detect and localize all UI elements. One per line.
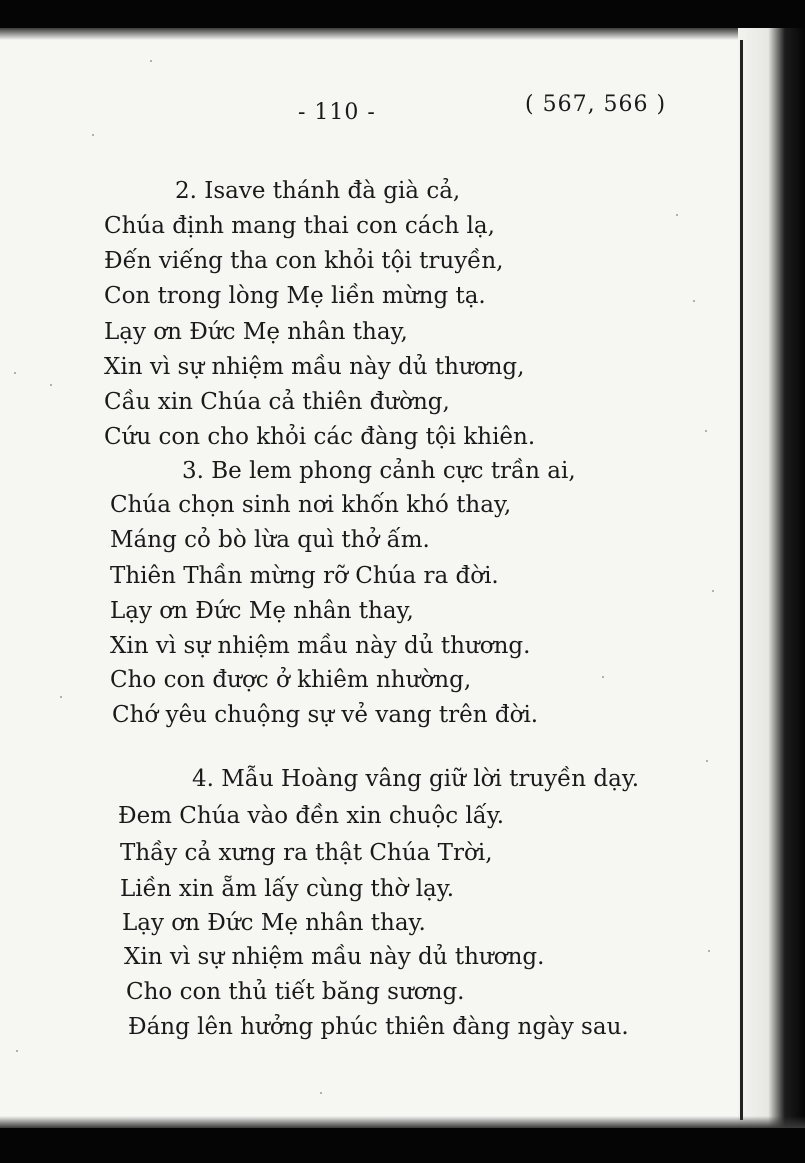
scan-border-bottom-shadow	[0, 1116, 805, 1128]
verse-line: Cầu xin Chúa cả thiên đường,	[104, 389, 450, 415]
scan-speck	[712, 590, 714, 592]
verse-line: Máng cỏ bò lừa quì thở ấm.	[110, 527, 430, 553]
verse-line: Đáng lên hưởng phúc thiên đàng ngày sau.	[128, 1014, 629, 1040]
scan-speck	[708, 950, 710, 952]
verse-line: Xin vì sự nhiệm mầu này dủ thương.	[110, 633, 531, 659]
scan-border-top-shadow	[0, 28, 805, 40]
verse-line: Thầy cả xưng ra thật Chúa Trời,	[120, 840, 493, 866]
verse-line: Xin vì sự nhiệm mầu này dủ thương.	[124, 944, 545, 970]
page-number: - 110 -	[298, 100, 376, 125]
verse-line: 4. Mẫu Hoàng vâng giữ lời truyền dạy.	[192, 766, 640, 792]
book-spine-edge	[738, 28, 805, 1128]
page-reference: ( 567, 566 )	[525, 92, 667, 117]
verse-line: Chúa định mang thai con cách lạ,	[104, 213, 495, 239]
verse-line: Cho con thủ tiết băng sương.	[126, 979, 465, 1005]
book-spine-line	[740, 40, 743, 1120]
scan-speck	[693, 300, 695, 302]
scan-speck	[706, 760, 708, 762]
verse-line: Chớ yêu chuộng sự vẻ vang trên đời.	[112, 702, 539, 728]
verse-line: Cứu con cho khỏi các đàng tội khiên.	[104, 424, 536, 450]
scan-speck	[602, 676, 604, 678]
verse-line: Đem Chúa vào đền xin chuộc lấy.	[118, 803, 505, 829]
scan-border-bottom	[0, 1128, 805, 1163]
verse-line: Con trong lòng Mẹ liền mừng tạ.	[104, 283, 486, 309]
verse-line: Chúa chọn sinh nơi khốn khó thay,	[110, 492, 512, 518]
verse-line: Lạy ơn Đức Mẹ nhân thay.	[122, 910, 426, 936]
scan-speck	[14, 372, 16, 374]
verse-line: Lạy ơn Đức Mẹ nhân thay,	[110, 598, 414, 624]
scan-speck	[60, 696, 62, 698]
scan-speck	[50, 384, 52, 386]
verse-line: Lạy ơn Đức Mẹ nhân thay,	[104, 319, 408, 345]
scan-speck	[320, 1092, 322, 1094]
scan-speck	[705, 430, 707, 432]
scan-speck	[16, 1050, 18, 1052]
verse-line: Đến viếng tha con khỏi tội truyền,	[104, 248, 504, 274]
scan-speck	[92, 134, 94, 136]
scan-speck	[676, 214, 678, 216]
verse-line: Cho con được ở khiêm nhường,	[110, 667, 472, 693]
verse-line: 2. Isave thánh đà già cả,	[175, 178, 461, 204]
scan-border-top	[0, 0, 805, 28]
verse-line: Xin vì sự nhiệm mầu này dủ thương,	[104, 354, 525, 380]
scan-speck	[150, 60, 152, 62]
verse-line: 3. Be lem phong cảnh cực trần ai,	[182, 458, 576, 484]
verse-line: Liền xin ẵm lấy cùng thờ lạy.	[120, 876, 455, 902]
verse-line: Thiên Thần mừng rỡ Chúa ra đời.	[110, 563, 499, 589]
